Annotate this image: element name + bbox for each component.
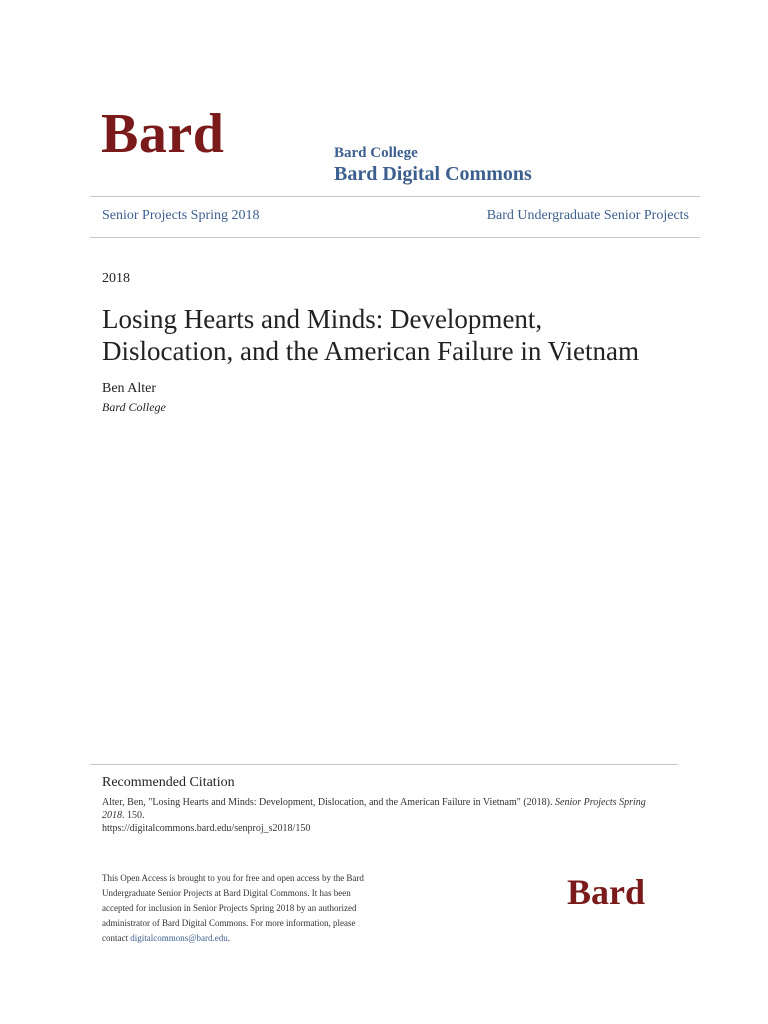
title-line-1: Losing Hearts and Minds: Development, <box>102 304 543 334</box>
bard-logo-footer: Bard <box>567 872 646 912</box>
access-line-5-suffix: . <box>227 933 231 943</box>
citation-series: Senior Projects Spring <box>555 797 646 808</box>
access-line-2: Undergraduate Senior Projects at Bard Digital Commons. It has been <box>102 888 351 898</box>
access-line-5-prefix: contact <box>102 933 131 943</box>
access-line-1: This Open Access is brought to you for free and open access by the Bard <box>102 873 364 883</box>
collection-link[interactable]: Senior Projects Spring 2018 <box>102 208 260 223</box>
author-name: Ben Alter <box>102 381 157 396</box>
citation-number: . 150. <box>122 810 145 821</box>
repository-heading <box>334 144 532 186</box>
paper-title <box>102 303 702 367</box>
bard-logo: Bard <box>101 103 225 165</box>
citation-heading: Recommended Citation <box>102 775 235 790</box>
open-access-note <box>102 871 392 946</box>
publication-year: 2018 <box>102 271 130 286</box>
author-affiliation: Bard College <box>102 400 166 414</box>
contact-email-link[interactable]: digitalcommons@bard.edu <box>130 933 228 943</box>
citation-text <box>102 796 682 835</box>
repository-name[interactable]: Bard Digital Commons <box>334 163 532 185</box>
divider-citation <box>90 764 678 765</box>
citation-main: Alter, Ben, "Losing Hearts and Minds: Development, Dislocation, and the American Failure in Vietnam" (2018). <box>102 797 555 808</box>
title-line-2: Dislocation, and the American Failure in Vietnam <box>102 336 639 366</box>
access-line-4: administrator of Bard Digital Commons. For more information, please <box>102 918 356 928</box>
divider-top <box>90 196 700 197</box>
access-line-3: accepted for inclusion in Senior Projects Spring 2018 by an authorized <box>102 903 357 913</box>
citation-url[interactable]: https://digitalcommons.bard.edu/senproj_s2018/150 <box>102 823 311 834</box>
citation-series-year: 2018 <box>102 810 122 821</box>
divider-nav <box>90 237 700 238</box>
parent-collection-link[interactable]: Bard Undergraduate Senior Projects <box>486 208 689 223</box>
college-name[interactable]: Bard College <box>334 145 418 161</box>
